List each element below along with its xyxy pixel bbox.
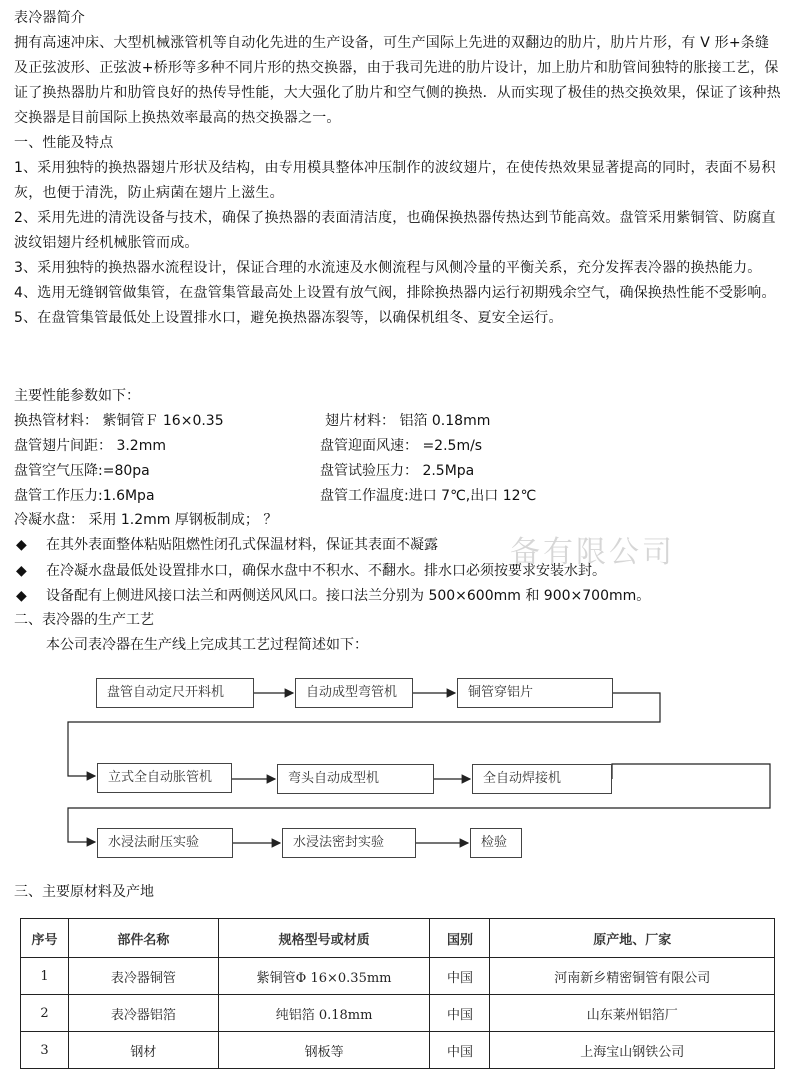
table-row <box>21 995 775 1032</box>
feature-item-4: 4、选用无缝钢管做集管，在盘管集管最高处上设置有放气阀，排除换热器内运行初期残余空气，确保换热性能不受影响。 <box>14 285 776 301</box>
cell-origin: 山东莱州铝箔厂 <box>490 995 775 1032</box>
diamond-bullet-icon: ◆ <box>16 537 27 553</box>
intro-title: 表冷器简介 <box>14 10 85 26</box>
flow-step-fin-threading: 铜管穿铝片 <box>457 678 613 708</box>
process-intro: 本公司表冷器在生产线上完成其工艺过程简述如下： <box>46 637 368 653</box>
cell-country: 中国 <box>430 995 490 1032</box>
process-heading: 二、表冷器的生产工艺 <box>14 612 154 628</box>
flow-step-seal-test: 水浸法密封实验 <box>282 828 416 858</box>
intro-paragraph: 拥有高速冲床、大型机械涨管机等自动化先进的生产设备，可生产国际上先进的双翻边的肋片，肋片片形，有 V 形+条缝及正弦波形、正弦波+桥形等多种不同片形的热交换器，由于我司先进的肋片设计，加上肋片和肋管间独特的胀接工艺，保证了换热器肋片和肋管良好的热传导性能，大大强化了肋片和空气侧的换热．从而实现了极佳的热交换效果，保证了该种热交换器是目前国际上换热效率最高的热交换器之一。 <box>14 35 781 126</box>
params-heading: 主要性能参数如下： <box>14 388 140 404</box>
header-no: 序号 <box>21 919 69 958</box>
feature-item-2: 2、采用先进的清洗设备与技术，确保了换热器的表面清洁度，也确保换热器传热达到节能高效。盘管采用紫铜管、防腐直波纹铝翅片经机械胀管而成。 <box>14 210 776 251</box>
param-face-velocity: 盘管迎面风速： =2.5m/s <box>320 438 483 454</box>
cell-spec: 纯铝箔 0.18mm <box>218 995 430 1032</box>
param-fin-material: 翅片材料： 铝箔 0.18mm <box>325 413 491 429</box>
param-working-pressure: 盘管工作压力:1.6Mpa <box>14 488 155 504</box>
flow-step-welding-machine: 全自动焊接机 <box>472 764 612 794</box>
cell-country: 中国 <box>430 1032 490 1069</box>
flow-step-bending-machine: 自动成型弯管机 <box>295 678 413 708</box>
cell-part-name: 表冷器铜管 <box>68 958 218 995</box>
param-test-pressure: 盘管试验压力： 2.5Mpa <box>320 463 475 479</box>
flow-step-elbow-forming: 弯头自动成型机 <box>277 764 434 794</box>
cell-origin: 河南新乡精密铜管有限公司 <box>490 958 775 995</box>
table-row <box>21 958 775 995</box>
param-tube-material: 换热管材料： 紫铜管Ｆ 16×0.35 <box>14 413 224 429</box>
cell-part-name: 钢材 <box>68 1032 218 1069</box>
cell-spec: 钢板等 <box>218 1032 430 1069</box>
diamond-bullet-icon: ◆ <box>16 588 27 604</box>
param-working-temperature: 盘管工作温度:进口 7℃,出口 12℃ <box>320 488 537 504</box>
flow-step-cutting-machine: 盘管自动定尺开料机 <box>96 678 254 708</box>
cell-no: 1 <box>21 958 69 995</box>
cell-spec: 紫铜管Φ 16×0.35mm <box>218 958 430 995</box>
feature-item-1: 1、采用独特的换热器翅片形状及结构，由专用模具整体冲压制作的波纹翅片，在使传热效果显著提高的同时，表面不易积灰，也便于清洗，防止病菌在翅片上滋生。 <box>14 160 776 201</box>
flow-step-inspection: 检验 <box>470 828 522 858</box>
header-origin: 原产地、厂家 <box>490 919 775 958</box>
header-spec: 规格型号或材质 <box>218 919 430 958</box>
bullet-text-3: 设备配有上侧进风接口法兰和两侧送风风口。接口法兰分别为 500×600mm 和 900×700mm。 <box>46 588 651 604</box>
table-header-row <box>21 919 775 958</box>
cell-part-name: 表冷器铝箔 <box>68 995 218 1032</box>
param-air-pressure-drop: 盘管空气压降:=80pa <box>14 463 150 479</box>
features-heading: 一、性能及特点 <box>14 135 114 151</box>
bullet-text-2: 在冷凝水盘最低处设置排水口，确保水盘中不积水、不翻水。排水口必须按要求安装水封。 <box>46 563 606 579</box>
param-drain-pan: 冷凝水盘： 采用 1.2mm 厚钢板制成； ？ <box>14 512 278 528</box>
table-row <box>21 1032 775 1069</box>
cell-origin: 上海宝山钢铁公司 <box>490 1032 775 1069</box>
param-fin-pitch: 盘管翅片间距： 3.2mm <box>14 438 166 454</box>
feature-item-3: 3、采用独特的换热器水流程设计，保证合理的水流速及水侧流程与风侧冷量的平衡关系，充分发挥表冷器的换热能力。 <box>14 260 762 276</box>
materials-heading: 三、主要原材料及产地 <box>14 884 154 900</box>
cell-country: 中国 <box>430 958 490 995</box>
diamond-bullet-icon: ◆ <box>16 563 27 579</box>
feature-item-5: 5、在盘管集管最低处上设置排水口，避免换热器冻裂等，以确保机组冬、夏安全运行。 <box>14 310 563 326</box>
header-country: 国别 <box>430 919 490 958</box>
cell-no: 2 <box>21 995 69 1032</box>
bullet-text-1: 在其外表面整体粘贴阻燃性闭孔式保温材料，保证其表面不凝露 <box>46 537 438 553</box>
watermark-text: 备有限公司 <box>510 535 675 570</box>
materials-table <box>20 918 775 1069</box>
flow-step-pressure-test: 水浸法耐压实验 <box>97 828 233 858</box>
header-part-name: 部件名称 <box>68 919 218 958</box>
flow-step-tube-expander: 立式全自动胀管机 <box>97 763 232 793</box>
cell-no: 3 <box>21 1032 69 1069</box>
